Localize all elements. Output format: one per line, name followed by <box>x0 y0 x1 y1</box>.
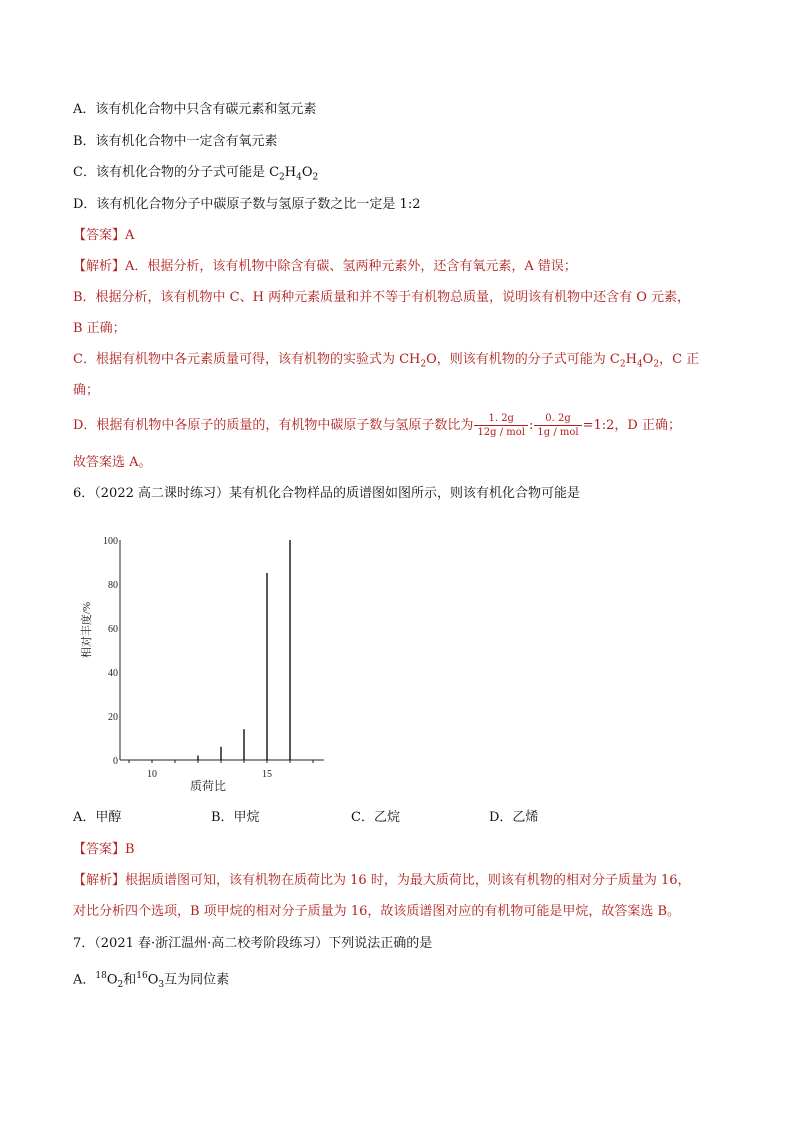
q6-analysis-1: 【解析】根据质谱图可知，该有机物在质荷比为 16 时，为最大质荷比，则该有机物的相对分子质量为 16， <box>73 873 691 888</box>
q5-option-c: C．该有机化合物的分子式可能是 $C_2H_4O_2$ <box>73 165 319 183</box>
q6-analysis-2: 对比分析四个选项，B 项甲烷的相对分子质量为 16，故该质谱图对应的有机物可能是甲烷，故答案选 B。 <box>73 904 681 919</box>
fraction-carbon: $\frac{1. 2g}{\text{12g / mol}}$ <box>474 412 528 439</box>
q5-conclusion: 故答案选 A。 <box>73 455 152 470</box>
y-axis-title: 相对丰度/% <box>81 601 93 659</box>
q5-analysis-b2: B 正确； <box>73 321 126 336</box>
q6-answer: 【答案】B <box>73 842 135 857</box>
q5-analysis-c1: C．根据有机物中各元素质量可得，该有机物的实验式为 $CH_2O$，则该有机物的分子式可能为 $C_2H_4O_2$，C 正 <box>73 352 700 370</box>
x-tick-label: 15 <box>262 769 272 780</box>
q5-analysis-d: D．根据有机物中各原子的质量的，有机物中碳原子数与氢原子数比为 $\frac{1. 2g}{\text{12g / mol}}$ : $\frac{0. 2g}{\text{1g / mol}}$ =1:2，D 正确； <box>73 413 681 438</box>
q6-option-a: A．甲醇 <box>73 810 122 825</box>
x-axis-title: 质荷比 <box>189 779 227 792</box>
q6-options <box>73 808 538 828</box>
q5-option-a: A．该有机化合物中只含有碳元素和氢元素 <box>73 102 317 117</box>
y-tick-label: 60 <box>108 624 118 635</box>
q5-analysis-a: 【解析】A．根据分析，该有机物中除含有碳、氢两种元素外，还含有氧元素，A 错误； <box>73 259 577 274</box>
q6-option-b: B．甲烷 <box>211 810 260 825</box>
q5-option-d: D．该有机化合物分子中碳原子数与氢原子数之比一定是 1:2 <box>73 197 421 212</box>
q7-option-a: A．$^{18}O_2$和$^{16}O_3$互为同位素 <box>73 971 230 990</box>
q5-analysis-c2: 确； <box>73 383 100 398</box>
x-tick-label: 10 <box>147 769 157 780</box>
q7-stem: 7．（2021 春·浙江温州·高二校考阶段练习）下列说法正确的是 <box>73 936 433 951</box>
q6-option-c: C．乙烷 <box>351 810 400 825</box>
q6-stem: 6．（2022 高二课时练习）某有机化合物样品的质谱图如图所示，则该有机化合物可能是 <box>73 486 580 501</box>
y-tick-label: 80 <box>108 580 118 591</box>
y-tick-label: 0 <box>113 756 118 767</box>
q6-option-d: D．乙烯 <box>489 810 539 825</box>
mass-spectrum-chart <box>78 530 338 792</box>
y-tick-label: 100 <box>103 536 118 547</box>
y-tick-label: 40 <box>108 668 118 679</box>
q5-option-b: B．该有机化合物中一定含有氧元素 <box>73 134 278 149</box>
q5-answer: 【答案】A <box>73 228 135 243</box>
y-tick-label: 20 <box>108 712 118 723</box>
q5-analysis-b1: B．根据分析，该有机物中 C、H 两种元素质量和并不等于有机物总质量，说明该有机物中还含有 O 元素， <box>73 290 691 305</box>
fraction-hydrogen: $\frac{0. 2g}{\text{1g / mol}}$ <box>534 412 581 439</box>
